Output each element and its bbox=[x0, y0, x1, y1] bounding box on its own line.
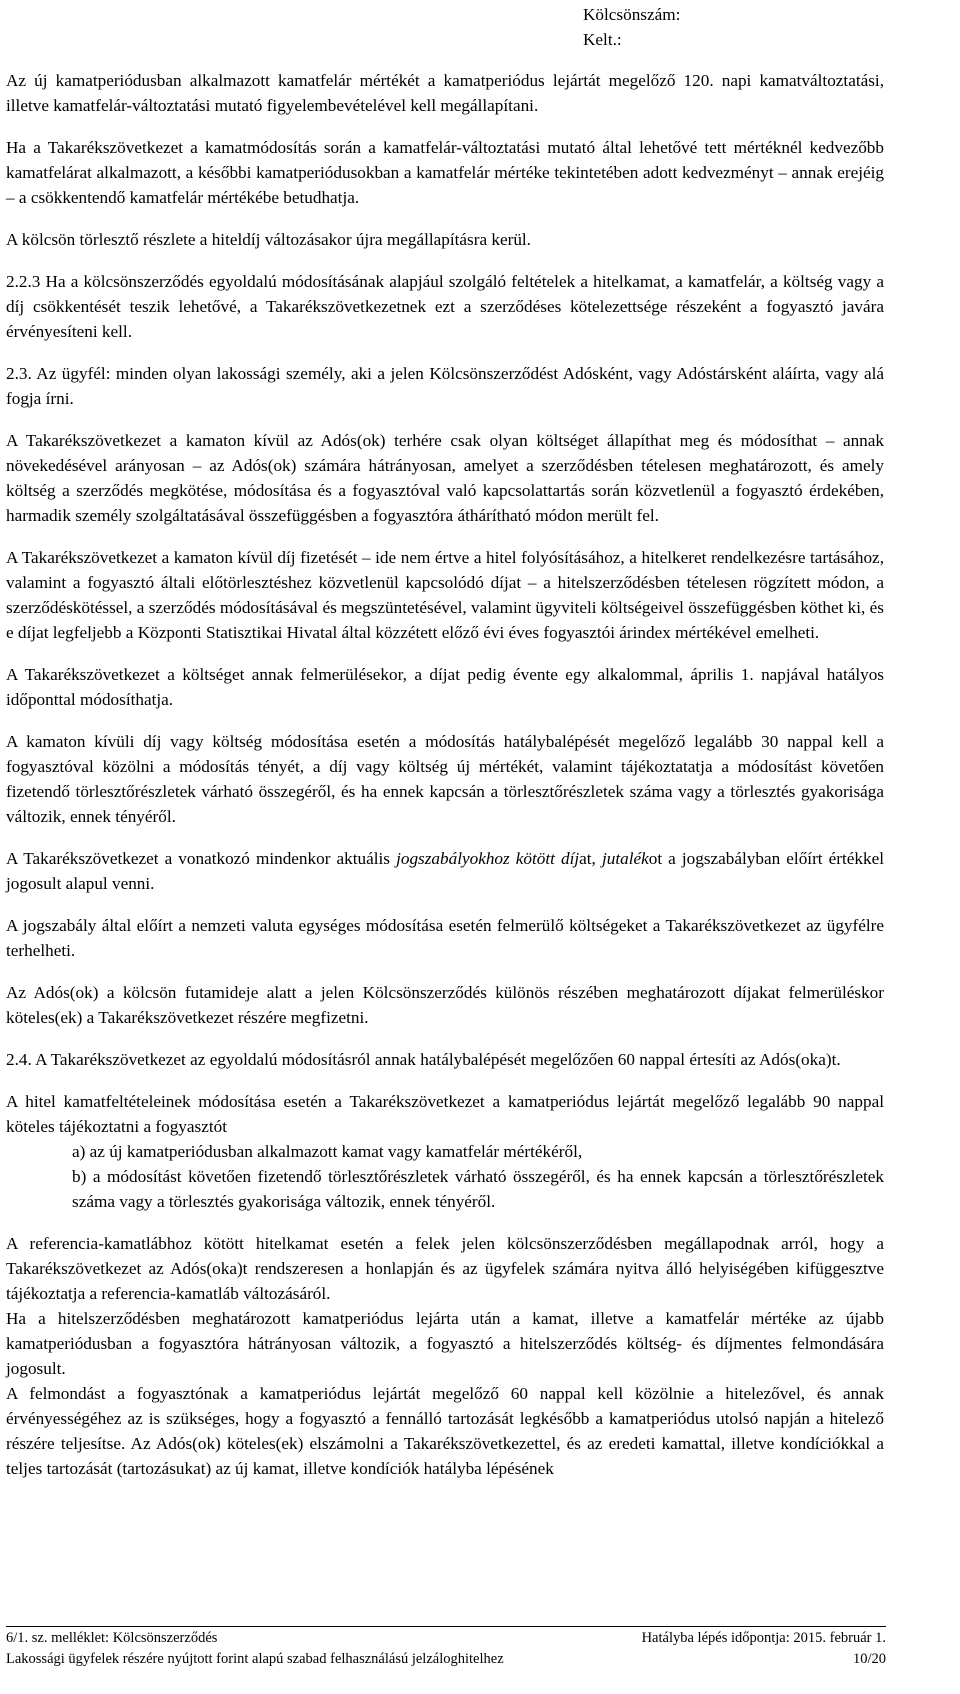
text-run: A Takarékszövetkezet a vonatkozó mindenkor aktuális bbox=[6, 849, 397, 868]
page-footer bbox=[6, 1628, 886, 1670]
italic-run: jogszabályokhoz kötött díj bbox=[396, 849, 580, 868]
list-item-b: b) a módosítást követően fizetendő törlesztőrészletek várható összegéről, és ha ennek kapcsán a törlesztőrészletek száma vagy a törlesztés gyakorisága változik, ennek tényéről. bbox=[72, 1167, 884, 1211]
paragraph-felmondas: A felmondást a fogyasztónak a kamatperiódus lejártát megelőző 60 nappal kell közölnie a hitelezővel, és annak érvényességéhez az is szükséges, hogy a fogyasztó a fennálló tartozását legkésőbb a kamatperiódus utolsó napján a hitelező részére teljesítse. Az Adós(ok) köteles(ek) elszámolni a Takarékszövetkezettel, és az eredeti kamattal, illetve kondíciókkal a teljes tartozását (tartozásukat) az új kamat, illetve kondíciók hatályba lépésének bbox=[6, 1384, 884, 1478]
footer-row-top bbox=[6, 1628, 886, 1649]
paragraph-dijak-megfizetese: Az Adós(ok) a kölcsön futamideje alatt a jelen Kölcsönszerződés különös részében meghatározott díjakat felmerüléskor köteles(ek) a Takarékszövetkezet részére megfizetni. bbox=[6, 983, 884, 1027]
paragraph-jogszabalyi-dij bbox=[6, 846, 884, 896]
footer-product-label: Lakossági ügyfelek részére nyújtott forint alapú szabad felhasználású jelzáloghitelhez bbox=[6, 1651, 504, 1667]
footer-divider bbox=[6, 1626, 886, 1627]
paragraph-kamatfelar-mertek: Az új kamatperiódusban alkalmazott kamatfelár mértékét a kamatperiódus lejártát megelőző 120. napi kamatváltoztatási, illetve kamatfelár-változtatási mutató figyelembevételével kell megállapítani. bbox=[6, 71, 884, 115]
paragraph-referencia-kamatlab: A referencia-kamatlábhoz kötött hitelkamat esetén a felek jelen kölcsönszerződésben megállapodnak arról, hogy a Takarékszövetkezet az Adós(oka)t rendszeresen a honlapján és az ügyfelek számára nyitva álló helyiségében kifüggesztve tájékoztatja a referencia-kamatláb változásáról. bbox=[6, 1234, 884, 1303]
paragraph-kedvezmeny: Ha a Takarékszövetkezet a kamatmódosítás során a kamatfelár-változtatási mutató által lehetővé tett mértéknél kedvezőbb kamatfelárat alkalmazott, a későbbi kamatperiódusokban a kamatfelár mértéke tekintetében adott kedvezményt – annak erejéig – a csökkentendő kamatfelár mértékébe betudhatja. bbox=[6, 138, 884, 207]
footer-effective-date: Hatályba lépés időpontja: 2015. február 1. bbox=[641, 1630, 886, 1646]
text-run: ot a jogszabályban előírt értékkel jogosult alapul venni. bbox=[6, 849, 885, 893]
paragraph-kozles: A kamaton kívüli díj vagy költség módosítása esetén a módosítás hatálybalépését megelőző legalább 30 nappal kell a fogyasztóval közölni a módosítás tényét, a díj vagy költség új mértékét, valamint tájékoztatatja a módosítást követően fizetendő törlesztőrészletek várható összegéről, és ha ennek kapcsán a törlesztőrészletek száma vagy a törlesztés gyakorisága változik, ennek tényéről. bbox=[6, 732, 884, 826]
date-label: Kelt.: bbox=[583, 30, 622, 49]
paragraph-koltseg: A Takarékszövetkezet a kamaton kívül az Adós(ok) terhére csak olyan költséget állapíthat meg és módosíthat – annak növekedésével arányosan – az Adós(ok) számára hátrányosan, amelyet a szerződésben tételesen meghatározott, és amely költség a szerződés megkötése, módosítása és a fogyasztóval való kapcsolattartás során közvetlenül a fogyasztó érdekében, harmadik személy szolgáltatásával összefüggésben a fogyasztóra áthárítható módon merült fel. bbox=[6, 431, 884, 525]
document-body bbox=[6, 68, 884, 1481]
paragraph-nemzeti-valuta: A jogszabály által előírt a nemzeti valuta egységes módosítása esetén felmerülő költségeket a Takarékszövetkezet az ügyfélre terhelheti. bbox=[6, 916, 884, 960]
list-item-a: a) az új kamatperiódusban alkalmazott kamat vagy kamatfelár mértékéről, bbox=[72, 1142, 583, 1161]
paragraph-section-2-4: 2.4. A Takarékszövetkezet az egyoldalú módosításról annak hatálybalépését megelőzően 60 nappal értesíti az Adós(oka)t. bbox=[6, 1050, 841, 1069]
text-run: at, bbox=[579, 849, 602, 868]
page-number: 10/20 bbox=[852, 1651, 886, 1667]
paragraph-modositas-idopont: A Takarékszövetkezet a költséget annak felmerülésekor, a díjat pedig évente egy alkalommal, április 1. napjával hatályos időponttal módosíthatja. bbox=[6, 665, 884, 709]
paragraph-section-2-3: 2.3. Az ügyfél: minden olyan lakossági személy, aki a jelen Kölcsönszerződést Adósként, vagy Adóstársként aláírta, vagy alá fogja írni. bbox=[6, 364, 884, 408]
paragraph-kamatfeltetelek: A hitel kamatfeltételeinek módosítása esetén a Takarékszövetkezet a kamatperiódus lejártát megelőző legalább 90 nappal köteles tájékoztatni a fogyasztót bbox=[6, 1092, 884, 1136]
italic-run: jutalék bbox=[601, 849, 649, 868]
page-header bbox=[583, 2, 680, 52]
paragraph-torleszto-reszlet: A kölcsön törlesztő részlete a hiteldíj változásakor újra megállapításra kerül. bbox=[6, 230, 531, 249]
footer-row-bottom bbox=[6, 1649, 886, 1670]
paragraph-section-2-2-3: 2.2.3 Ha a kölcsönszerződés egyoldalú módosításának alapjául szolgáló feltételek a hitelkamat, a kamatfelár, a költség vagy a díj csökkentését teszik lehetővé, a Takarékszövetkezetnek ezt a szerződéses kötelezettsége részeként a fogyasztó javára érvényesíteni kell. bbox=[6, 272, 884, 341]
footer-annex-label: 6/1. sz. melléklet: Kölcsönszerződés bbox=[6, 1630, 218, 1646]
loan-number-label: Kölcsönszám: bbox=[583, 5, 681, 24]
paragraph-dij: A Takarékszövetkezet a kamaton kívül díj fizetését – ide nem értve a hitel folyósításához, a hitelkeret rendelkezésre tartásához, valamint a fogyasztó általi előtörlesztéshez közvetlenül kapcsolódó díjat – a hitelszerződésben tételesen rögzített módon, a szerződéskötéssel, a szerződés módosításával és megszüntetésével, valamint ügyviteli költségeivel összefüggésben köthet ki, és e díjat legfeljebb a Központi Statisztikai Hivatal által közzétett előző évi éves fogyasztói árindex mértékével emelheti. bbox=[6, 548, 884, 642]
paragraph-felmondas-jog: Ha a hitelszerződésben meghatározott kamatperiódus lejárta után a kamat, illetve a kamatfelár mértéke az újabb kamatperiódusban a fogyasztóra hátrányosan változik, a fogyasztó a hitelszerződés költség- és díjmentes felmondására jogosult. bbox=[6, 1309, 884, 1378]
